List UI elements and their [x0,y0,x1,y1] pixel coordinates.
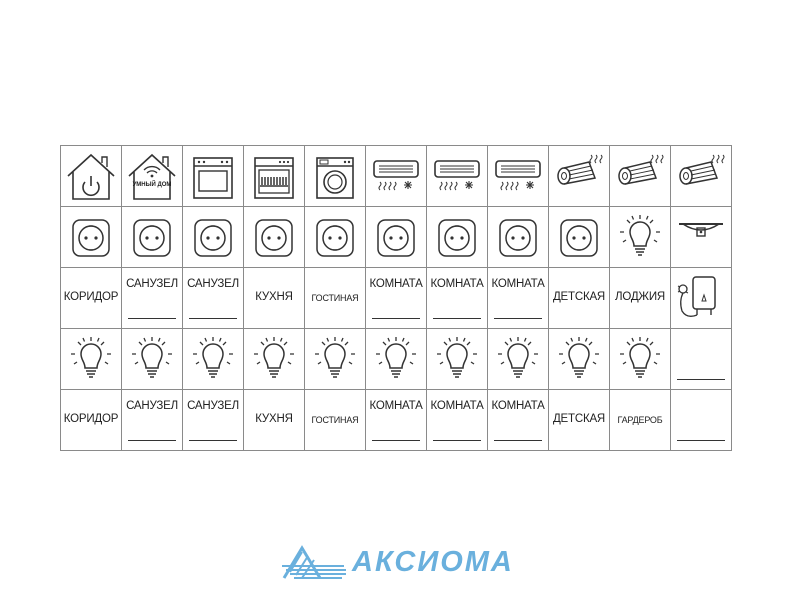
room-label: ЛОДЖИЯ [614,291,666,303]
room-label: КУХНЯ [255,291,293,303]
cell-socket [427,207,488,268]
air-conditioner-icon [429,149,485,205]
cell-oven [183,146,244,207]
room-label: КОМНАТА [430,400,484,412]
cell-floor-heating-3 [671,146,732,207]
cell-water-heater [671,268,732,329]
cell-room-label [305,268,366,329]
home-power-icon [63,149,119,205]
light-bulb-icon [490,332,546,388]
air-conditioner-icon [490,149,546,205]
floor-heating-icon [673,149,729,205]
cell-room-label [427,390,488,451]
washing-machine-icon [307,149,363,205]
write-in-line [128,318,176,319]
room-label: САНУЗЕЛ [126,400,178,412]
cell-room-label [549,268,610,329]
cell-bulb [122,329,183,390]
cell-washing-machine [305,146,366,207]
brand-name: АКСИОМА [352,546,514,578]
switch-panel-grid [60,145,732,451]
cell-socket [61,207,122,268]
room-label: КОРИДОР [63,413,119,425]
floor-heating-icon [551,149,607,205]
write-in-line [433,440,481,441]
socket-icon [185,210,241,266]
room-label: КОМНАТА [491,278,545,290]
cell-room-label [610,390,671,451]
cell-dishwasher [244,146,305,207]
light-bulb-icon [124,332,180,388]
cell-bulb [549,329,610,390]
cell-room-label [488,390,549,451]
bulb-row [61,329,732,390]
cell-bulb [244,329,305,390]
room-label: САНУЗЕЛ [187,278,239,290]
appliance-row [61,146,732,207]
cell-ac-2 [427,146,488,207]
brand-logo-icon [282,542,348,582]
cell-floor-heating-1 [549,146,610,207]
socket-icon [551,210,607,266]
light-bulb-icon [612,332,668,388]
cell-bulb [427,329,488,390]
cell-ceiling-light [671,207,732,268]
cell-room-label [427,268,488,329]
cell-bulb [61,329,122,390]
socket-icon [490,210,546,266]
room-label: КУХНЯ [255,413,293,425]
cell-room-label [366,268,427,329]
room-label: КОМНАТА [369,400,423,412]
cell-socket [488,207,549,268]
room-label: ГАРДЕРОБ [617,415,663,425]
cell-home-power [61,146,122,207]
socket-icon [368,210,424,266]
cell-room-label [183,268,244,329]
write-in-line [494,318,542,319]
cell-ac-3 [488,146,549,207]
light-bulb-icon [307,332,363,388]
socket-row [61,207,732,268]
cell-room-label [244,268,305,329]
cell-room-label [61,390,122,451]
room-label: САНУЗЕЛ [126,278,178,290]
room-label: ДЕТСКАЯ [552,291,606,303]
socket-icon [124,210,180,266]
light-bulb-icon [185,332,241,388]
write-in-line [372,318,420,319]
light-bulb-icon [551,332,607,388]
cell-room-label [183,390,244,451]
light-bulb-icon [368,332,424,388]
cell-bulb [610,207,671,268]
air-conditioner-icon [368,149,424,205]
room-label: ДЕТСКАЯ [552,413,606,425]
cell-floor-heating-2 [610,146,671,207]
cell-room-label [61,268,122,329]
light-bulb-icon [429,332,485,388]
cell-room-label [122,390,183,451]
cell-blank [671,390,732,451]
light-bulb-icon [612,210,668,266]
room-label: САНУЗЕЛ [187,400,239,412]
cell-socket [549,207,610,268]
cell-room-label [366,390,427,451]
cell-room-label [488,268,549,329]
water-heater-icon [673,271,729,327]
cell-room-label [549,390,610,451]
write-in-line [677,440,725,441]
room-label: ГОСТИНАЯ [311,415,359,425]
cell-socket [366,207,427,268]
ceiling-light-icon [673,210,729,266]
write-in-line [372,440,420,441]
room-label: ГОСТИНАЯ [311,293,359,303]
smart-home-label: УМНЫЙ ДОМ [132,182,172,188]
floor-heating-icon [612,149,668,205]
write-in-line [128,440,176,441]
cell-socket [244,207,305,268]
write-in-line [189,440,237,441]
write-in-line [189,318,237,319]
cell-room-label [244,390,305,451]
cell-room-label [122,268,183,329]
socket-icon [429,210,485,266]
smart-home-icon [124,149,180,205]
oven-icon [185,149,241,205]
cell-blank [671,329,732,390]
cell-room-label [305,390,366,451]
label-row-2 [61,390,732,451]
socket-icon [246,210,302,266]
cell-socket [305,207,366,268]
write-in-line [433,318,481,319]
room-label: КОМНАТА [430,278,484,290]
write-in-line [494,440,542,441]
cell-bulb [305,329,366,390]
room-label: КОМНАТА [491,400,545,412]
socket-icon [307,210,363,266]
room-label: КОМНАТА [369,278,423,290]
dishwasher-icon [246,149,302,205]
room-label: КОРИДОР [63,291,119,303]
cell-bulb [183,329,244,390]
light-bulb-icon [63,332,119,388]
cell-room-label [610,268,671,329]
cell-socket [183,207,244,268]
socket-icon [63,210,119,266]
label-row-1 [61,268,732,329]
cell-bulb [610,329,671,390]
cell-bulb [366,329,427,390]
cell-socket [122,207,183,268]
cell-smart-home [122,146,183,207]
light-bulb-icon [246,332,302,388]
cell-bulb [488,329,549,390]
write-in-line [677,379,725,380]
cell-ac-1 [366,146,427,207]
